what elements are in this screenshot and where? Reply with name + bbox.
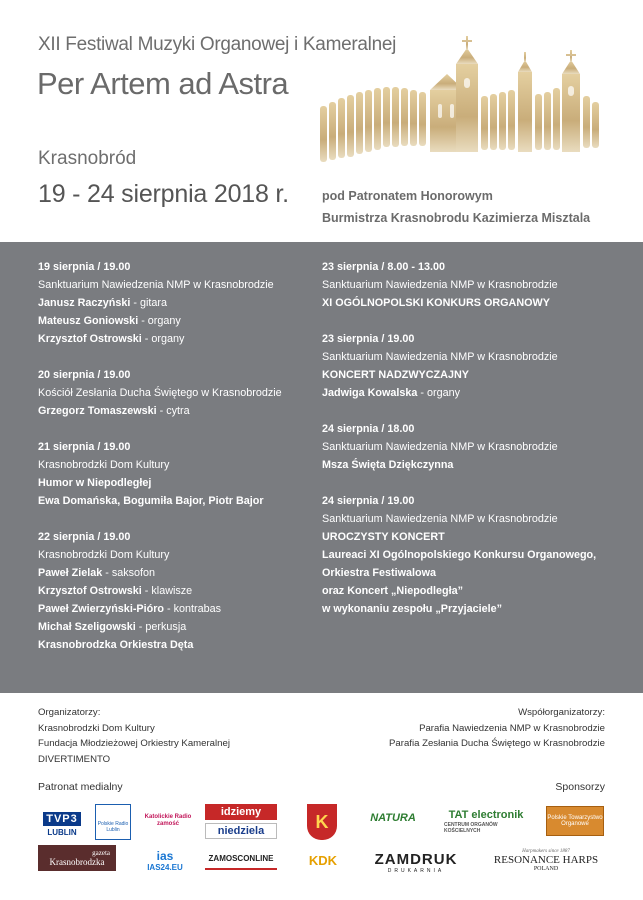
program-column-right bbox=[322, 258, 622, 636]
organizer-item: Krasnobrodzki Dom Kultury bbox=[38, 722, 155, 734]
organizers-block bbox=[38, 705, 230, 767]
organizer-item: DIVERTIMENTO bbox=[38, 753, 111, 765]
program-band bbox=[0, 242, 643, 693]
tvp3-lublin-logo: TVP3 LUBLIN bbox=[38, 806, 86, 842]
event-performer: Laureaci XI Ogólnopolskiego Konkursu Organowego, bbox=[322, 549, 597, 561]
coorganizers-block bbox=[389, 705, 605, 752]
event-date: 24 sierpnia / 19.00 bbox=[322, 495, 415, 507]
event-performer: Mateusz Goniowski - organy bbox=[38, 315, 181, 327]
event-item bbox=[38, 366, 313, 420]
event-performer: Ewa Domańska, Bogumiła Bajor, Piotr Bajor bbox=[38, 495, 264, 507]
poster-header bbox=[0, 0, 643, 242]
niedziela-logo: niedziela bbox=[205, 823, 277, 839]
program-column-left bbox=[38, 258, 313, 672]
event-performer: UROCZYSTY KONCERT bbox=[322, 531, 445, 543]
event-date: 24 sierpnia / 18.00 bbox=[322, 423, 415, 435]
event-performer: w wykonaniu zespołu „Przyjaciele” bbox=[322, 603, 503, 615]
event-venue: Sanktuarium Nawiedzenia NMP w Krasnobrodzie bbox=[322, 279, 558, 291]
kdk-logo: KDK bbox=[308, 852, 338, 868]
event-date: 19 sierpnia / 19.00 bbox=[38, 261, 131, 273]
event-performer: KONCERT NADZWYCZAJNY bbox=[322, 369, 469, 381]
patronage-line-1: pod Patronatem Honorowym bbox=[322, 189, 493, 203]
event-item bbox=[322, 330, 622, 402]
event-item bbox=[38, 438, 313, 510]
event-venue: Kościół Zesłania Ducha Świętego w Krasnobrodzie bbox=[38, 387, 282, 399]
event-performer: Msza Święta Dziękczynna bbox=[322, 459, 454, 471]
event-performer: oraz Koncert „Niepodległa” bbox=[322, 585, 463, 597]
tat-electronik-logo: TAT electronik CENTRUM ORGANÓW KOŚCIELNYCH bbox=[444, 808, 524, 834]
event-venue: Krasnobrodzki Dom Kultury bbox=[38, 459, 170, 471]
event-performer: Paweł Zwierzyński-Pióro - kontrabas bbox=[38, 603, 222, 615]
idziemy-logo: idziemy bbox=[205, 804, 277, 820]
event-venue: Sanktuarium Nawiedzenia NMP w Krasnobrodzie bbox=[322, 351, 558, 363]
radio-zamosc-logo: Katolickie Radio zamość bbox=[144, 814, 192, 827]
event-performer: Jadwiga Kowalska - organy bbox=[322, 387, 461, 399]
natura-logo: NATURA bbox=[370, 812, 416, 824]
event-date: 22 sierpnia / 19.00 bbox=[38, 531, 131, 543]
event-performer: XI OGÓLNOPOLSKI KONKURS ORGANOWY bbox=[322, 297, 550, 309]
festival-city: Krasnobród bbox=[38, 148, 137, 169]
organizer-item: Fundacja Młodzieżowej Orkiestry Kameralnej bbox=[38, 738, 230, 749]
event-performer: Michał Szeligowski - perkusja bbox=[38, 621, 187, 633]
coorganizer-item: Parafia Nawiedzenia NMP w Krasnobrodzie bbox=[419, 722, 605, 734]
ias24-logo: ias IAS24.EU bbox=[147, 848, 183, 872]
resonance-harps-logo: Harpmakers since 1887 RESONANCE HARPS POLAND bbox=[493, 848, 599, 872]
coorganizers-label: Współorganizatorzy: bbox=[518, 707, 605, 718]
zamosconline-logo: ZAMOSCONLINE bbox=[205, 848, 277, 870]
festival-dates: 19 - 24 sierpnia 2018 r. bbox=[38, 180, 289, 208]
event-item bbox=[38, 528, 313, 654]
event-performer: Orkiestra Festiwalowa bbox=[322, 567, 437, 579]
event-performer: Krzysztof Ostrowski - organy bbox=[38, 333, 185, 345]
event-venue: Sanktuarium Nawiedzenia NMP w Krasnobrodzie bbox=[322, 513, 558, 525]
organizers-label: Organizatorzy: bbox=[38, 707, 101, 718]
event-item bbox=[322, 492, 622, 618]
event-date: 23 sierpnia / 19.00 bbox=[322, 333, 415, 345]
polskie-towarzystwo-organowe-logo: Polskie Towarzystwo Organowe bbox=[546, 806, 604, 836]
krasnobrod-coat-of-arms-logo: K bbox=[307, 804, 337, 840]
event-date: 21 sierpnia / 19.00 bbox=[38, 441, 131, 453]
event-performer: Janusz Raczyński - gitara bbox=[38, 297, 168, 309]
festival-title: Per Artem ad Astra bbox=[37, 66, 289, 101]
event-item bbox=[322, 258, 622, 312]
patronage-line-2: Burmistrza Krasnobrodu Kazimierza Misztala bbox=[322, 211, 591, 225]
event-date: 20 sierpnia / 19.00 bbox=[38, 369, 131, 381]
sponsors-label: Sponsorzy bbox=[555, 781, 605, 793]
media-patronage-label: Patronat medialny bbox=[38, 781, 123, 793]
polskie-radio-logo: Polskie Radio Lublin bbox=[95, 804, 131, 840]
festival-subtitle: XII Festiwal Muzyki Organowej i Kameralnej bbox=[38, 34, 397, 55]
event-venue: Krasnobrodzki Dom Kultury bbox=[38, 549, 170, 561]
event-performer: Humor w Niepodległej bbox=[38, 477, 152, 489]
event-item bbox=[322, 420, 622, 474]
event-performer: Krzysztof Ostrowski - klawisze bbox=[38, 585, 193, 597]
zamdruk-logo: ZAMDRUK DRUKARNIA bbox=[374, 850, 458, 874]
event-performer: Paweł Zielak - saksofon bbox=[38, 567, 156, 579]
event-venue: Sanktuarium Nawiedzenia NMP w Krasnobrodzie bbox=[322, 441, 558, 453]
coorganizer-item: Parafia Zesłania Ducha Świętego w Krasnobrodzie bbox=[389, 738, 605, 749]
event-performer: Grzegorz Tomaszewski - cytra bbox=[38, 405, 190, 417]
event-venue: Sanktuarium Nawiedzenia NMP w Krasnobrodzie bbox=[38, 279, 274, 291]
event-performer: Krasnobrodzka Orkiestra Dęta bbox=[38, 639, 194, 651]
event-item bbox=[38, 258, 313, 348]
gazeta-krasnobrodzka-logo: gazeta Krasnobrodzka bbox=[38, 845, 116, 871]
event-date: 23 sierpnia / 8.00 - 13.00 bbox=[322, 261, 446, 273]
organ-church-illustration bbox=[318, 34, 608, 168]
